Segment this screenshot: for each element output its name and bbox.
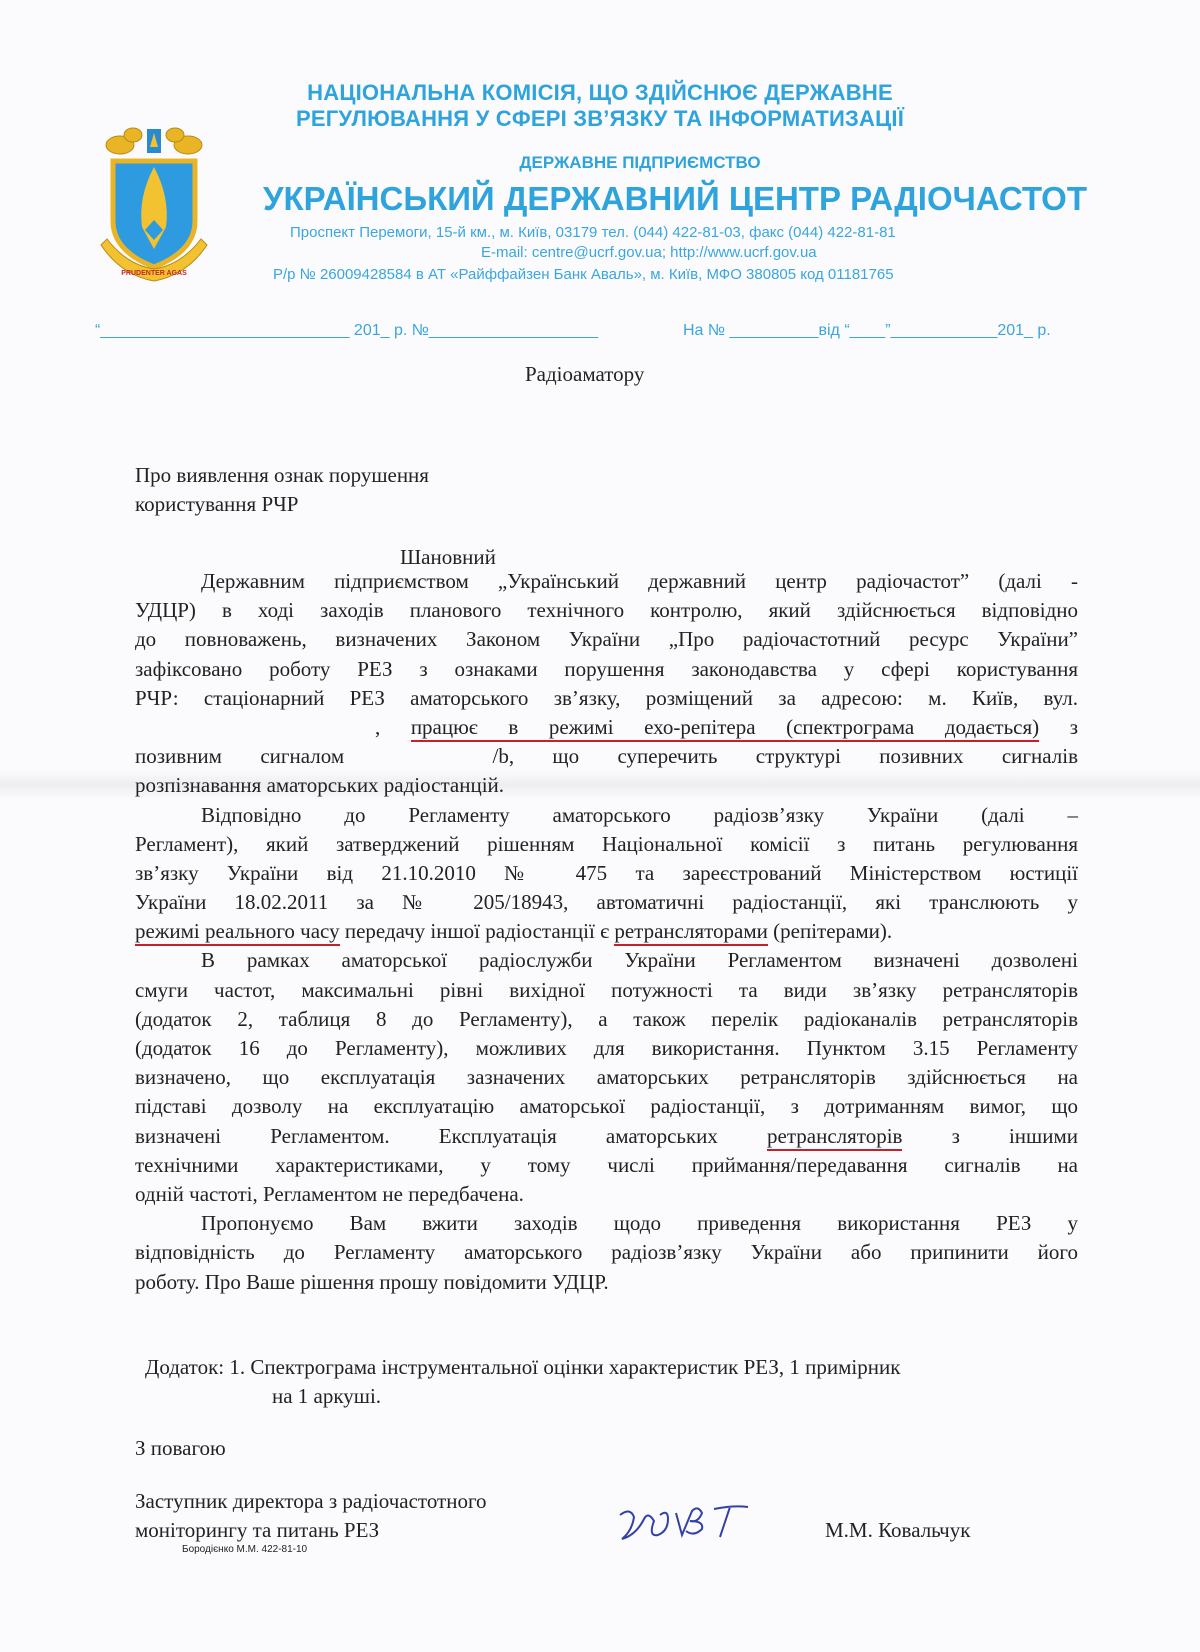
text-line [135,684,1078,713]
address: Проспект Перемоги, 15-й км., м. Київ, 03179 тел. (044) 422-81-03, факс (044) 422-81-81 [290,224,896,241]
text-segment: позивним сигналом [135,744,383,769]
coat-of-arms-logo [95,125,213,285]
text-line [135,1122,1078,1151]
signatory-title-line-2: моніторингу та питань РЕЗ [135,1518,380,1542]
text-line [135,1268,1078,1297]
text-segment: України 18.02.2011 за № 205/18943, автоматичні радіостанції, які транслюють у [135,890,1078,915]
text-line [135,888,1078,917]
signatory-name: М.М. Ковальчук [825,1518,971,1542]
text-segment: Пропонуємо Вам вжити заходів щодо приведення використання РЕЗ у [201,1211,1078,1236]
text-segment: (додаток 2, таблиця 8 до Регламенту), а також перелік радіоканалів ретрансляторів [135,1006,1078,1031]
text-segment: РЧР: стаціонарний РЕЗ аматорського зв’язку, розміщений за адресою: м. Київ, вул. [135,685,1078,710]
text-line [135,1034,1078,1063]
text-segment: визначені Регламентом. Експлуатація аматорських [135,1123,768,1148]
text-line [135,917,1078,946]
text-segment: передачу іншої радіостанції є [339,919,615,944]
letter-body [135,567,1078,1297]
text-segment: відповідність до Регламенту аматорського радіозв’язку України або припинити його [135,1240,1078,1265]
underlined-phrase: ретрансляторами [614,919,768,946]
text-line [135,1180,1078,1209]
outgoing-number-line: “____________________________ 201_ р. №___________________ [95,322,598,339]
text-line [135,596,1078,625]
paragraph [135,946,1078,1209]
text-segment: УДЦР) в ході заходів планового технічного контролю, який здійснюється відповідно [135,598,1078,623]
contacts: E-mail: centre@ucrf.gov.ua; http://www.ucrf.gov.ua [481,244,817,261]
subject-line-1: Про виявлення ознак порушення [135,463,429,487]
executor-contact: Бородієнко М.М. 422-81-10 [182,1544,308,1555]
enterprise-name: УКРАЇНСЬКИЙ ДЕРЖАВНИЙ ЦЕНТР РАДІОЧАСТОТ [262,180,1088,217]
salutation: Шановний [400,545,496,569]
text-segment: роботу. Про Ваше рішення прошу повідомити УДЦР. [135,1269,609,1294]
signatory-title-line-1: Заступник директора з радіочастотного [135,1489,487,1513]
commission-line-2: РЕГУЛЮВАННЯ У СФЕРІ ЗВ’ЯЗКУ ТА ІНФОРМАТИЗАЦІЇ [296,106,904,131]
incoming-reference-line: На № __________від “____”____________201_ р. [683,322,1051,339]
text-segment: визначено, що експлуатація зазначених аматорських ретрансляторів здійснюється на [135,1065,1078,1090]
text-segment: смуги частот, максимальні рівні вихідної потужності та види зв’язку ретрансляторів [135,977,1078,1002]
text-segment: Державним підприємством „Український державний центр радіочастот” (далі - [201,569,1078,593]
text-segment: зв’язку України від 21.10.2010 № 475 та зареєстрований Міністерством юстиції [135,860,1078,885]
closing: З повагою [135,1436,226,1460]
text-line [135,1209,1078,1238]
text-line [135,830,1078,859]
text-segment: з [1039,714,1078,739]
bank-details: Р/р № 26009428584 в АТ «Райффайзен Банк Аваль», м. Київ, МФО 380805 код 01181765 [273,266,894,283]
text-line [135,1005,1078,1034]
attachment-line-2: на 1 аркуші. [272,1384,382,1408]
underlined-phrase: ретрансляторів [767,1124,902,1151]
text-line [135,946,1078,975]
paragraph [135,1209,1078,1297]
text-segment: одній частоті, Регламентом не передбачена. [135,1181,524,1206]
text-line [135,1238,1078,1267]
commission-line-1: НАЦІОНАЛЬНА КОМІСІЯ, ЩО ЗДІЙСНЮЄ ДЕРЖАВНЕ [307,80,893,105]
text-segment: В рамках аматорської радіослужби України Регламентом визначені дозволені [201,948,1078,973]
text-segment: , [375,714,411,739]
text-line [135,976,1078,1005]
text-segment: (репітерами). [767,919,893,944]
text-segment: Відповідно до Регламенту аматорського радіозв’язку України (далі – [201,802,1078,827]
logo-motto: PRUDENTER AGAS [121,270,187,277]
underlined-phrase: режимі реального часу [135,919,340,946]
text-line [135,567,1078,596]
attachment-line-1: Додаток: 1. Спектрограма інструментальної оцінки характеристик РЕЗ, 1 примірник [145,1355,901,1379]
text-line [135,1151,1078,1180]
text-line [135,1092,1078,1121]
enterprise-type: ДЕРЖАВНЕ ПІДПРИЄМСТВО [519,153,761,172]
text-line [135,801,1078,830]
text-line [135,655,1078,684]
text-line [135,742,1078,771]
recipient-label: Радіоаматору [525,362,645,386]
subject-line-2: користування РЧР [135,492,299,516]
redacted-street [135,713,375,742]
text-segment: підставі дозволу на експлуатацію аматорської радіостанції, з дотриманням вимог, що [135,1094,1078,1119]
text-segment: до повноважень, визначених Законом України „Про радіочастотний ресурс України” [135,627,1078,652]
underlined-phrase: працює в режимі ехо-репітера (спектрограма додається) [411,715,1039,742]
text-line [135,1063,1078,1092]
paragraph [135,567,1078,801]
text-line [135,859,1078,888]
text-line [135,713,1078,742]
redacted-callsign [382,742,492,771]
signature [612,1495,772,1555]
text-segment: розпізнавання аматорських радіостанцій. [135,773,505,798]
text-segment: Регламент), який затверджений рішенням Національної комісії з питань регулювання [135,831,1078,856]
text-segment: /b, що суперечить структурі позивних сигналів [492,744,1078,769]
text-line [135,625,1078,654]
text-line [135,771,1078,800]
text-segment: (додаток 16 до Регламенту), можливих для використання. Пунктом 3.15 Регламенту [135,1036,1078,1060]
text-segment: з іншими [902,1123,1078,1148]
text-segment: зафіксовано роботу РЕЗ з ознаками порушення законодавства у сфері користування [135,656,1078,681]
text-segment: технічними характеристиками, у тому числі приймання/передавання сигналів на [135,1152,1078,1177]
paragraph [135,801,1078,947]
